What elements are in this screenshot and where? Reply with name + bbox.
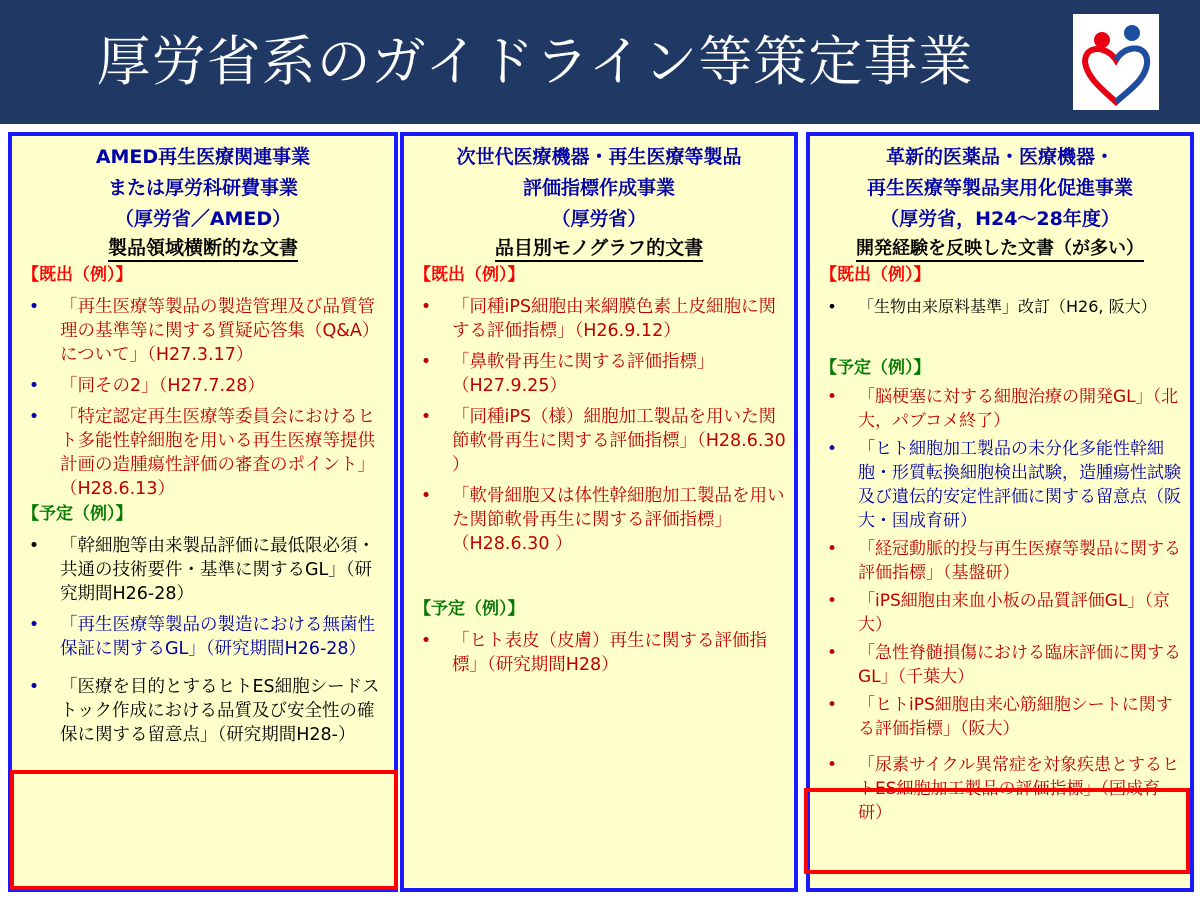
planned-list xyxy=(12,534,394,747)
existing-list xyxy=(810,295,1190,319)
document-type xyxy=(404,235,794,262)
item-text: 「尿素サイクル異常症を対象疾患とするヒトES細胞加工製品の評価指標」（国成育研） xyxy=(858,755,1179,823)
heading-line: または厚労科研費事業 xyxy=(107,177,298,199)
panel-innovative-drugs xyxy=(806,132,1194,892)
list-item xyxy=(810,641,1190,689)
planned-list xyxy=(810,385,1190,825)
bullet-icon: • xyxy=(420,486,432,506)
item-text: 「再生医療等製品の製造における無菌性保証に関するGL」（研究期間H26-28） xyxy=(60,615,375,659)
existing-list xyxy=(12,295,394,501)
bullet-icon: • xyxy=(28,536,40,556)
list-item xyxy=(810,295,1190,319)
item-text: 「iPS細胞由来血小板の品質評価GL」（京大） xyxy=(858,591,1170,635)
item-text: 「脳梗塞に対する細胞治療の開発GL」（北大，パブコメ終了） xyxy=(858,387,1179,431)
bullet-icon: • xyxy=(28,407,40,427)
bullet-icon: • xyxy=(826,539,838,559)
heading-line: （厚労省，H24～28年度） xyxy=(880,208,1120,230)
document-type-label: 製品領域横断的な文書 xyxy=(108,237,298,262)
existing-label: 【既出（例）】 xyxy=(820,265,931,285)
planned-label: 【予定（例）】 xyxy=(414,599,525,619)
panel-heading xyxy=(12,142,394,235)
highlight-box-es-seed-stock xyxy=(10,770,398,890)
bullet-icon: • xyxy=(826,695,838,715)
list-item xyxy=(810,437,1190,533)
heading-line: 次世代医療機器・再生医療等製品 xyxy=(456,146,742,168)
list-item xyxy=(12,295,394,367)
bullet-icon: • xyxy=(827,297,837,316)
item-text: 「ヒトiPS細胞由来心筋細胞シートに関する評価指標」（阪大） xyxy=(858,695,1173,739)
item-text: 「ヒト細胞加工製品の未分化多能性幹細胞・形質転換細胞検出試験，造腫瘍性試験及び遺伝的安定性評価に関する留意点（阪大・国成育研） xyxy=(858,439,1181,531)
item-text: 「軟骨細胞又は体性幹細胞加工製品を用いた関節軟骨再生に関する評価指標」（H28.6.30 ） xyxy=(452,486,785,554)
planned-list xyxy=(404,629,794,677)
heading-line: 革新的医薬品・医療機器・ xyxy=(885,146,1114,168)
planned-label: 【予定（例）】 xyxy=(820,358,931,378)
bullet-icon: • xyxy=(420,297,432,317)
planned-label: 【予定（例）】 xyxy=(22,504,133,524)
mhlw-logo-icon xyxy=(1073,14,1159,110)
heading-line: （厚労省） xyxy=(551,208,647,230)
bullet-icon: • xyxy=(826,591,838,611)
list-item xyxy=(12,675,394,747)
bullet-icon: • xyxy=(28,376,40,396)
list-item xyxy=(810,537,1190,585)
list-item xyxy=(12,405,394,501)
bullet-icon: • xyxy=(420,407,432,427)
item-text: 「鼻軟骨再生に関する評価指標」（H27.9.25） xyxy=(452,352,715,396)
item-text: 「ヒト表皮（皮膚）再生に関する評価指標」（研究期間H28） xyxy=(452,631,767,675)
document-type-label: 開発経験を反映した文書（が多い） xyxy=(856,238,1144,262)
list-item xyxy=(12,613,394,661)
bullet-icon: • xyxy=(420,352,432,372)
page-title: 厚労省系のガイドライン等策定事業 xyxy=(96,30,974,93)
panel-next-generation-devices xyxy=(400,132,798,892)
list-item xyxy=(12,534,394,606)
item-text: 「特定認定再生医療等委員会におけるヒト多能性幹細胞を用いる再生医療等提供計画の造腫瘍性評価の審査のポイント」（H28.6.13） xyxy=(60,407,375,499)
heading-line: （厚労省／AMED） xyxy=(114,208,292,230)
title-bar xyxy=(0,0,1200,124)
panel-heading xyxy=(810,142,1190,235)
bullet-icon: • xyxy=(826,643,838,663)
list-item xyxy=(404,295,794,343)
list-item xyxy=(810,385,1190,433)
bullet-icon: • xyxy=(28,677,40,697)
heading-line: AMED再生医療関連事業 xyxy=(95,146,311,168)
item-text: 「医療を目的とするヒトES細胞シードストック作成における品質及び安全性の確保に関する留意点」（研究期間H28-） xyxy=(60,677,380,745)
bullet-icon: • xyxy=(826,439,838,459)
document-type xyxy=(12,235,394,262)
document-type xyxy=(810,235,1190,262)
item-text: 「再生医療等製品の製造管理及び品質管理の基準等に関する質疑応答集（Q&A）について」（H27.3.17） xyxy=(60,297,380,365)
list-item xyxy=(404,484,794,556)
bullet-icon: • xyxy=(420,631,432,651)
list-item xyxy=(12,374,394,398)
panel-heading xyxy=(404,142,794,235)
document-type-label: 品目別モノグラフ的文書 xyxy=(495,237,703,262)
item-text: 「幹細胞等由来製品評価に最低限必須・共通の技術要件・基準に関するGL」（研究期間H26-28） xyxy=(60,536,375,604)
item-text: 「急性脊髄損傷における臨床評価に関するGL」（千葉大） xyxy=(858,643,1181,687)
item-text: 「同その2」（H27.7.28） xyxy=(60,376,265,396)
existing-label: 【既出（例）】 xyxy=(414,265,525,285)
existing-list xyxy=(404,295,794,556)
existing-label: 【既出（例）】 xyxy=(22,265,133,285)
item-text: 「経冠動脈的投与再生医療等製品に関する評価指標」（基盤研） xyxy=(858,539,1181,583)
heading-line: 評価指標作成事業 xyxy=(522,177,675,199)
heading-line: 再生医療等製品実用化促進事業 xyxy=(866,177,1133,199)
highlight-box-urea-cycle xyxy=(804,788,1190,874)
list-item xyxy=(810,693,1190,741)
list-item xyxy=(404,629,794,677)
item-text: 「生物由来原料基準」改訂（H26, 阪大） xyxy=(858,297,1157,316)
list-item xyxy=(404,350,794,398)
item-text: 「同種iPS細胞由来網膜色素上皮細胞に関する評価指標」（H26.9.12） xyxy=(452,297,777,341)
bullet-icon: • xyxy=(28,297,40,317)
bullet-icon: • xyxy=(28,615,40,635)
item-text: 「同種iPS（様）細胞加工製品を用いた関節軟骨再生に関する評価指標」（H28.6.30 ） xyxy=(452,407,786,475)
bullet-icon: • xyxy=(826,387,838,407)
list-item xyxy=(404,405,794,477)
list-item xyxy=(810,589,1190,637)
bullet-icon: • xyxy=(826,755,838,775)
